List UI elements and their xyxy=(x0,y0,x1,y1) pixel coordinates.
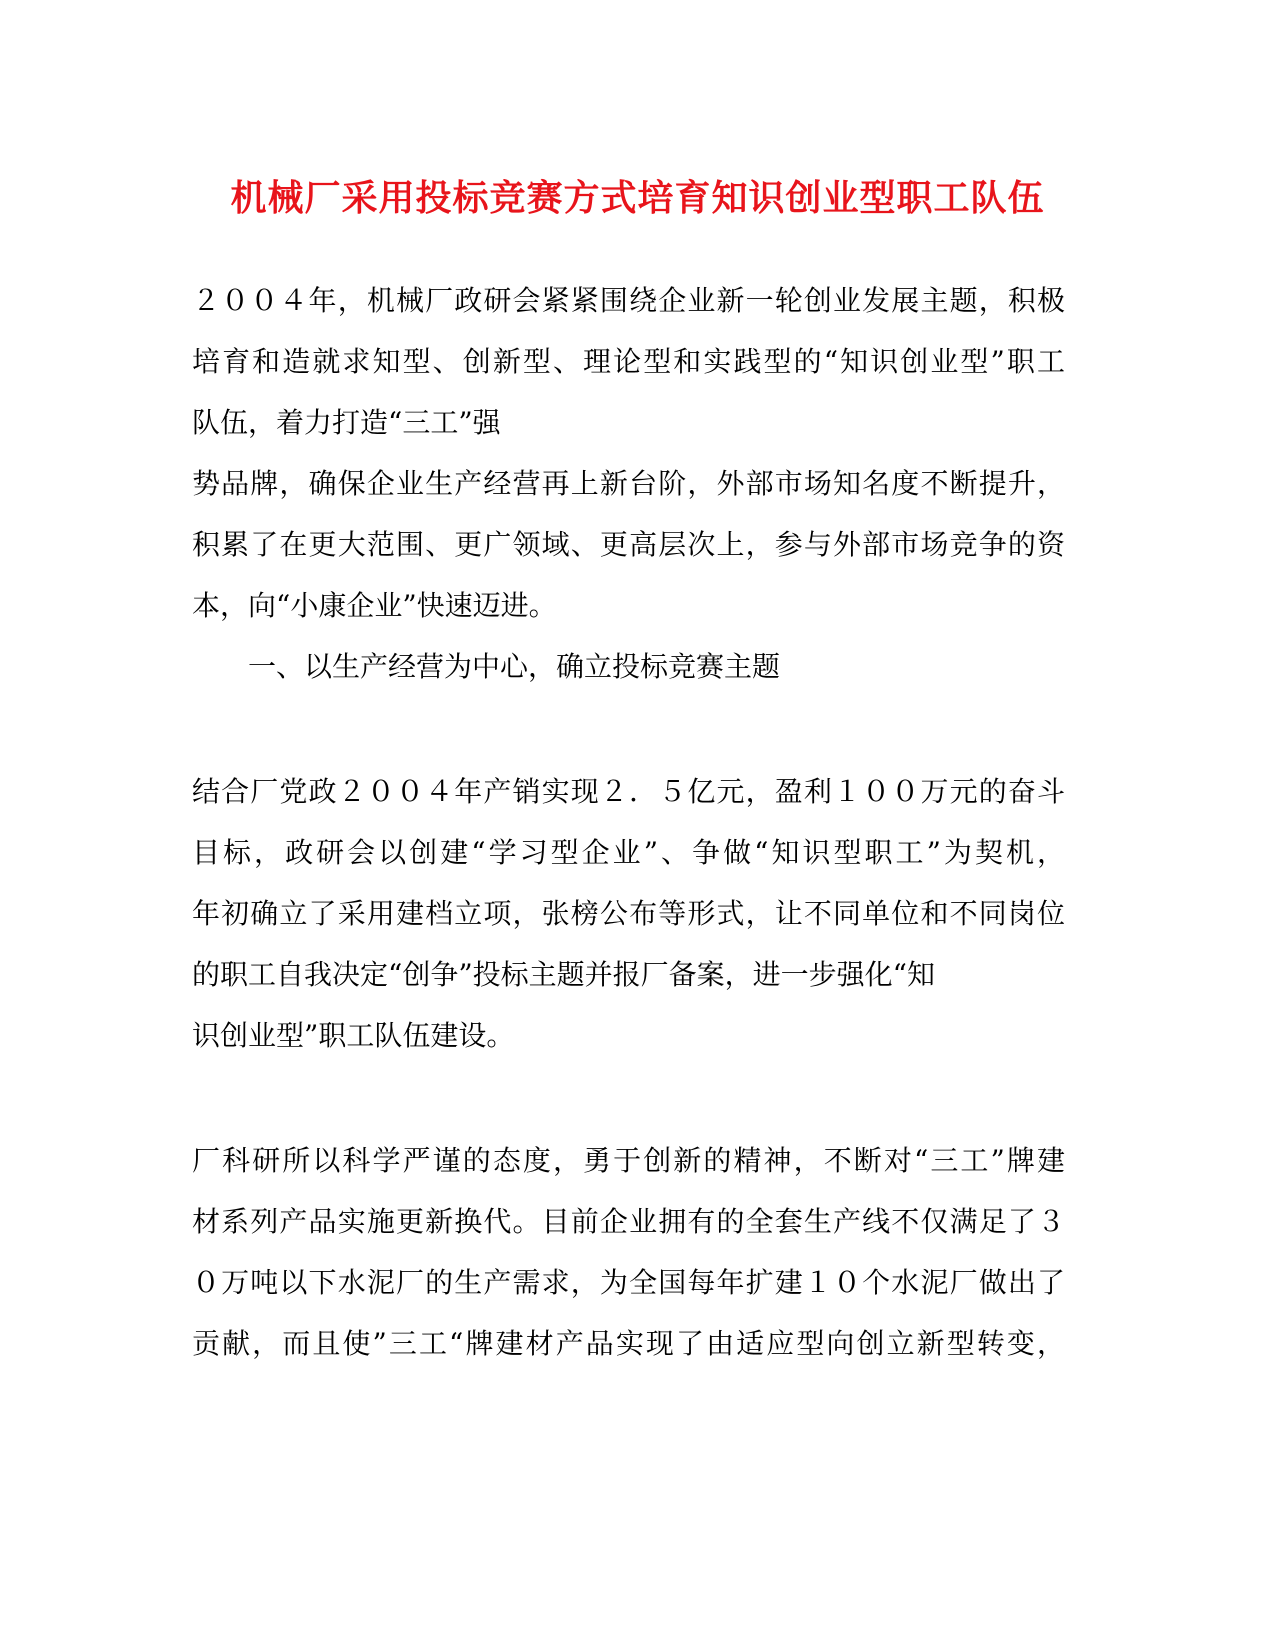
paragraph-4-line-3: ０万吨以下水泥厂的生产需求，为全国每年扩建１０个水泥厂做出了 xyxy=(192,1266,1065,1299)
paragraph-1-line-1: ２００４年，机械厂政研会紧紧围绕企业新一轮创业发展主题，积极 xyxy=(192,284,1065,317)
paragraph-1-line-3: 队伍，着力打造“三工”强 xyxy=(192,406,501,439)
paragraph-2-line-2: 积累了在更大范围、更广领域、更高层次上，参与外部市场竞争的资 xyxy=(192,528,1065,561)
paragraph-3-line-3: 年初确立了采用建档立项，张榜公布等形式，让不同单位和不同岗位 xyxy=(192,897,1065,930)
paragraph-2-line-1: 势品牌，确保企业生产经营再上新台阶，外部市场知名度不断提升， xyxy=(192,467,1065,500)
section-heading: 一、以生产经营为中心，确立投标竞赛主题 xyxy=(248,650,781,683)
paragraph-3-line-2: 目标，政研会以创建“学习型企业”、争做“知识型职工”为契机， xyxy=(192,836,1065,869)
paragraph-4-line-1: 厂科研所以科学严谨的态度，勇于创新的精神，不断对“三工”牌建 xyxy=(192,1144,1065,1177)
paragraph-4-line-2: 材系列产品实施更新换代。目前企业拥有的全套生产线不仅满足了３ xyxy=(192,1205,1065,1238)
paragraph-2-line-3: 本，向“小康企业”快速迈进。 xyxy=(192,589,557,622)
paragraph-3-line-1: 结合厂党政２００４年产销实现２．５亿元，盈利１００万元的奋斗 xyxy=(192,775,1065,808)
document-title: 机械厂采用投标竞赛方式培育知识创业型职工队伍 xyxy=(230,177,1045,219)
paragraph-3-line-4: 的职工自我决定“创争”投标主题并报厂备案，进一步强化“知 xyxy=(192,958,935,991)
paragraph-1-line-2: 培育和造就求知型、创新型、理论型和实践型的“知识创业型”职工 xyxy=(192,345,1065,378)
paragraph-4-line-4: 贡献，而且使”三工“牌建材产品实现了由适应型向创立新型转变， xyxy=(192,1327,1065,1360)
paragraph-3-line-5: 识创业型”职工队伍建设。 xyxy=(192,1019,515,1052)
